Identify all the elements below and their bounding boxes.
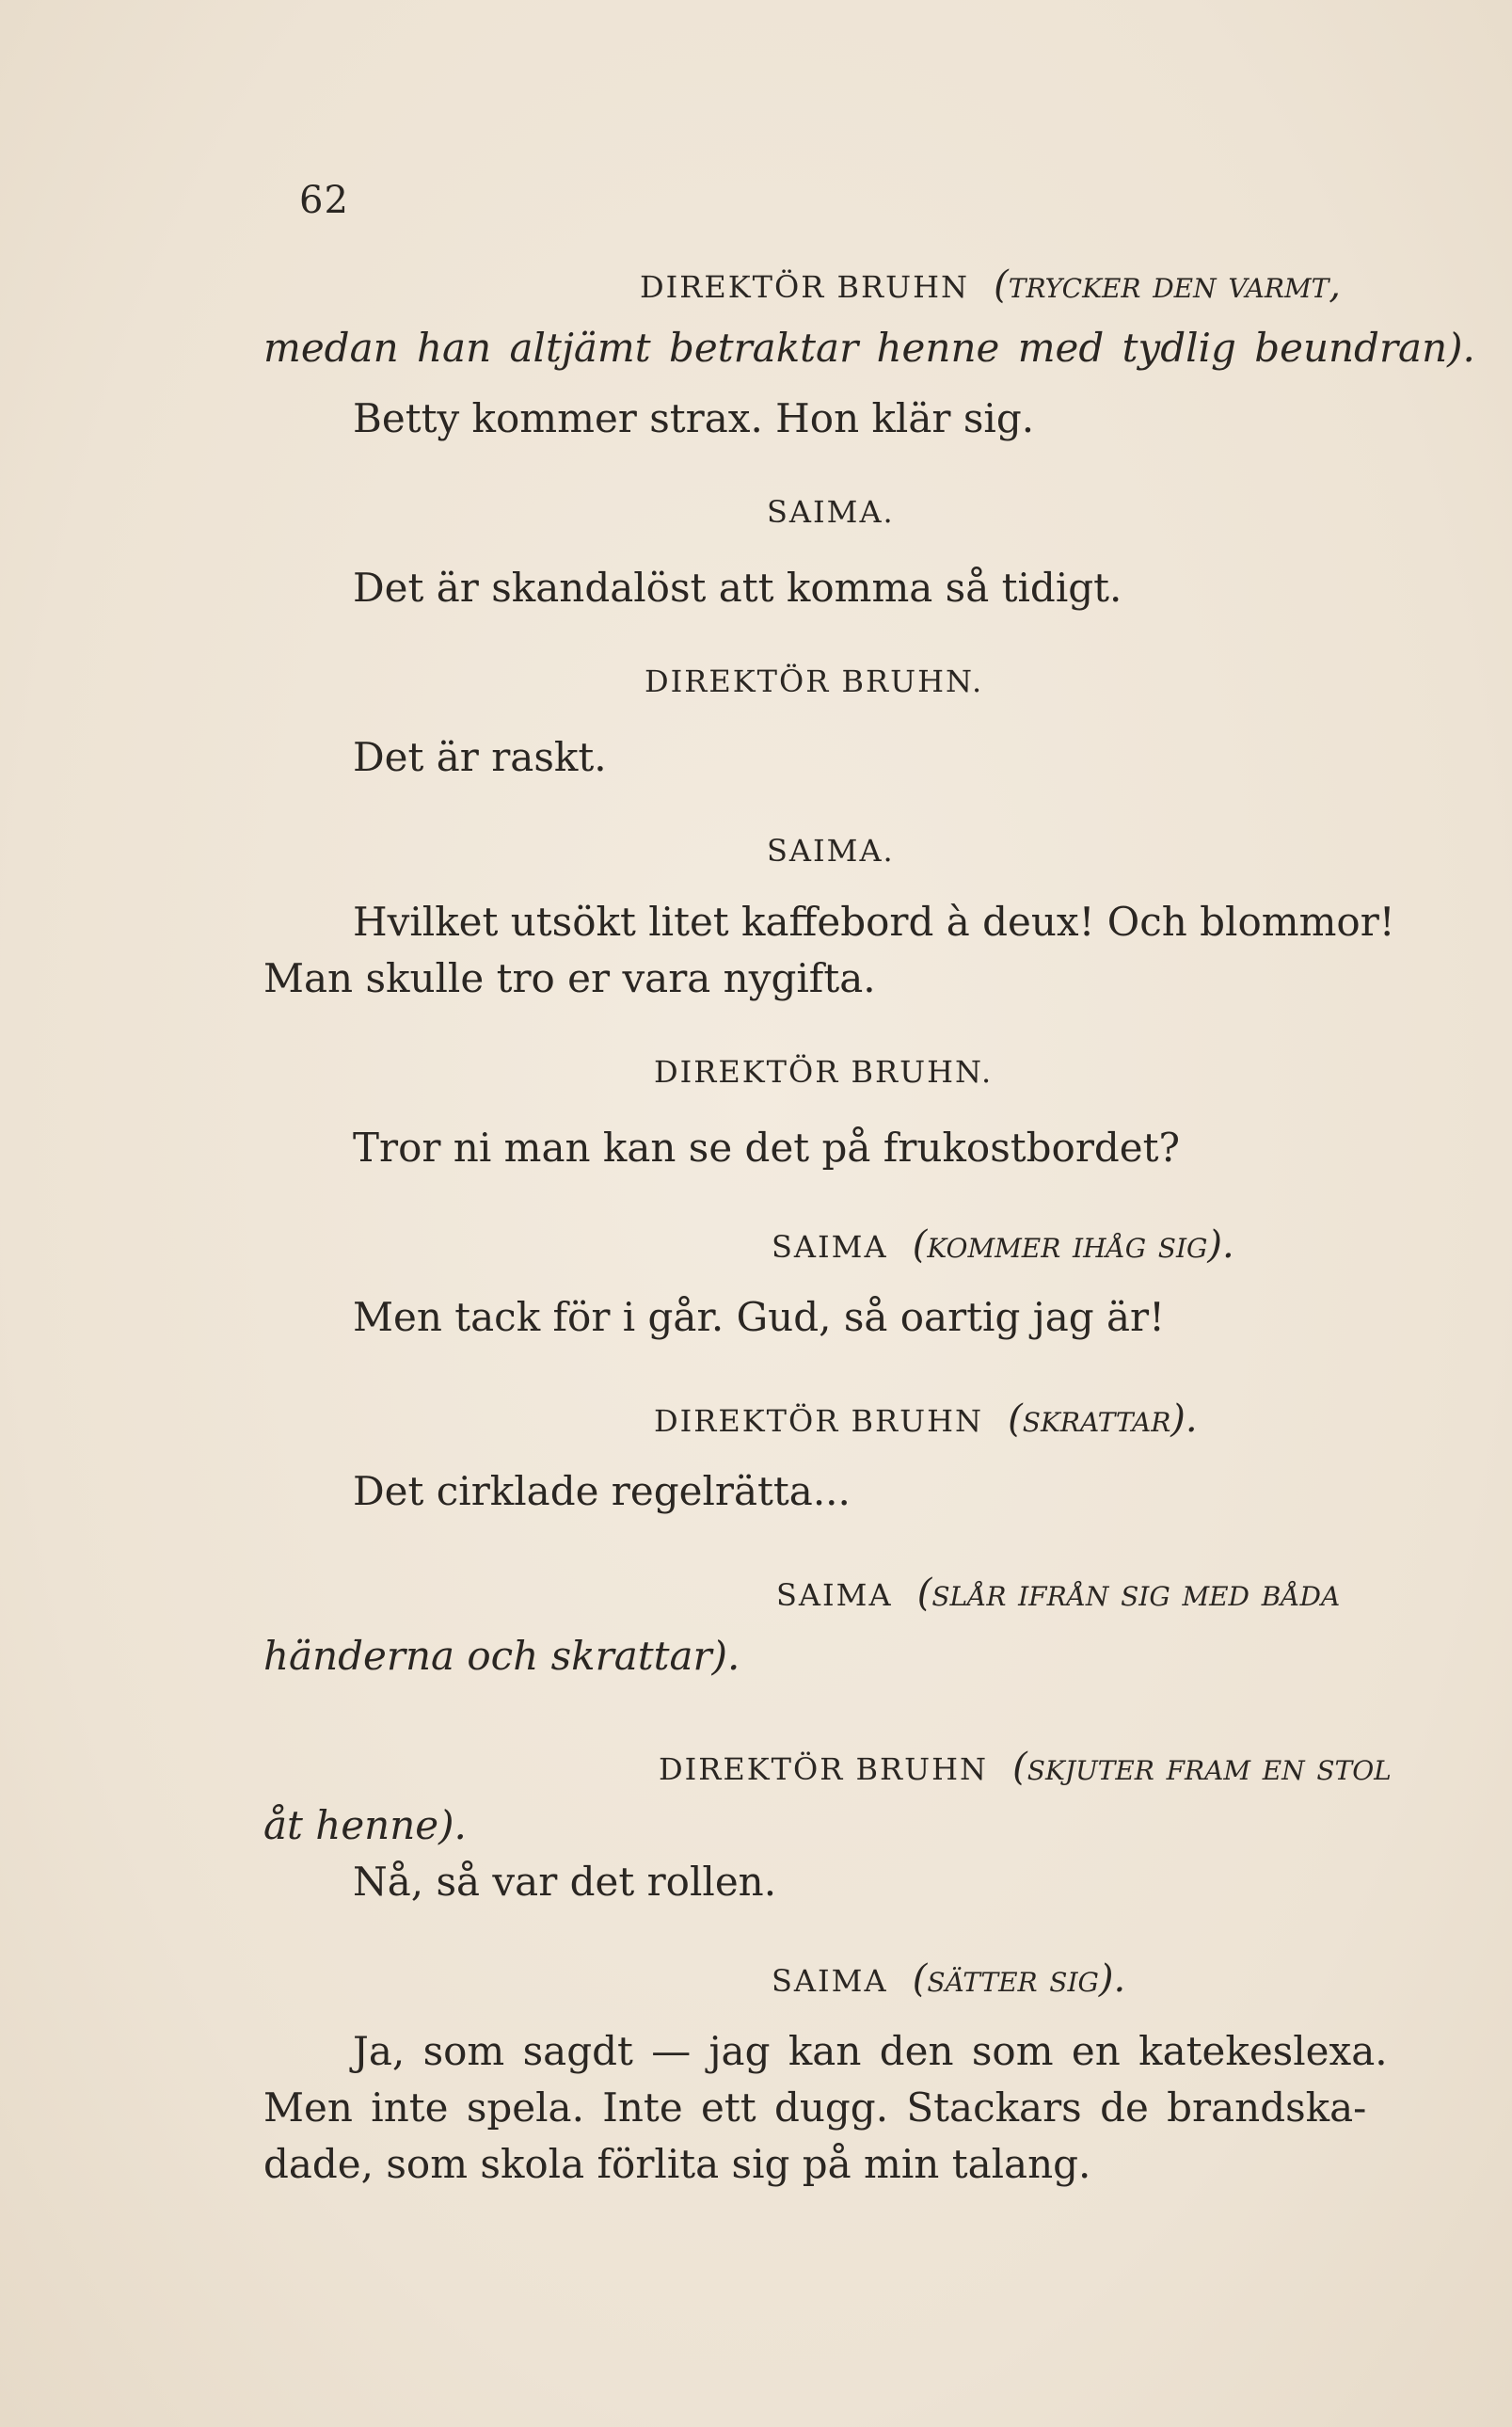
dialogue-line: Det är skandalöst att komma så tidigt. — [353, 565, 1122, 611]
dialogue-line: Nå, så var det rollen. — [353, 1859, 777, 1905]
speaker-name: DIREKTÖR BRUHN — [654, 1403, 983, 1439]
dialogue-line: Hvilket utsökt litet kaffebord à deux! Och blommor! — [353, 899, 1395, 945]
speaker-name: DIREKTÖR BRUHN — [640, 269, 969, 305]
speaker-heading: DIREKTÖR BRUHN. — [645, 663, 984, 699]
stage-direction: (slår ifrån sig med båda — [916, 1572, 1341, 1615]
speaker-heading — [776, 1572, 1340, 1615]
speaker-heading: DIREKTÖR BRUHN. — [654, 1054, 994, 1090]
dialogue-line: Betty kommer strax. Hon klär sig. — [353, 395, 1035, 441]
speaker-heading — [772, 1957, 1125, 2001]
stage-direction-line: åt henne). — [263, 1802, 467, 1848]
speaker-name: SAIMA — [772, 1229, 888, 1265]
dialogue-line: Det är raskt. — [353, 734, 607, 780]
stage-direction: (skjuter fram en stol — [1012, 1746, 1392, 1789]
dialogue-line: Ja, som sagdt — jag kan den som en katekeslexa. — [353, 2028, 1388, 2074]
dialogue-line: Man skulle tro er vara nygifta. — [263, 955, 876, 1001]
dialogue-line: Det cirklade regelrätta... — [353, 1468, 851, 1514]
stage-direction: (trycker den varmt, — [994, 263, 1342, 307]
page-number: 62 — [299, 179, 349, 222]
dialogue-line: Tror ni man kan se det på frukostbordet? — [353, 1125, 1181, 1171]
stage-direction: (skrattar). — [1008, 1397, 1198, 1441]
dialogue-line: Men tack för i går. Gud, så oartig jag är! — [353, 1294, 1166, 1340]
speaker-heading — [659, 1746, 1392, 1789]
dialogue-line: dade, som skola förlita sig på min talang. — [263, 2141, 1091, 2187]
speaker-name: SAIMA — [772, 1963, 888, 1999]
speaker-name: SAIMA — [776, 1577, 893, 1613]
stage-direction-line: medan han altjämt betraktar henne med tydlig beundran). — [263, 325, 1475, 371]
speaker-name: DIREKTÖR BRUHN — [659, 1751, 988, 1787]
speaker-heading — [654, 1397, 1198, 1441]
stage-direction: (kommer ihåg sig). — [912, 1223, 1234, 1267]
speaker-heading: SAIMA. — [767, 494, 895, 530]
dialogue-line: Men inte spela. Inte ett dugg. Stackars de brandska- — [263, 2084, 1367, 2131]
speaker-heading: SAIMA. — [767, 833, 895, 869]
speaker-heading — [640, 263, 1341, 307]
speaker-heading — [772, 1223, 1234, 1267]
stage-direction: (sätter sig). — [912, 1957, 1126, 2001]
stage-direction-line: händerna och skrattar). — [263, 1633, 740, 1679]
